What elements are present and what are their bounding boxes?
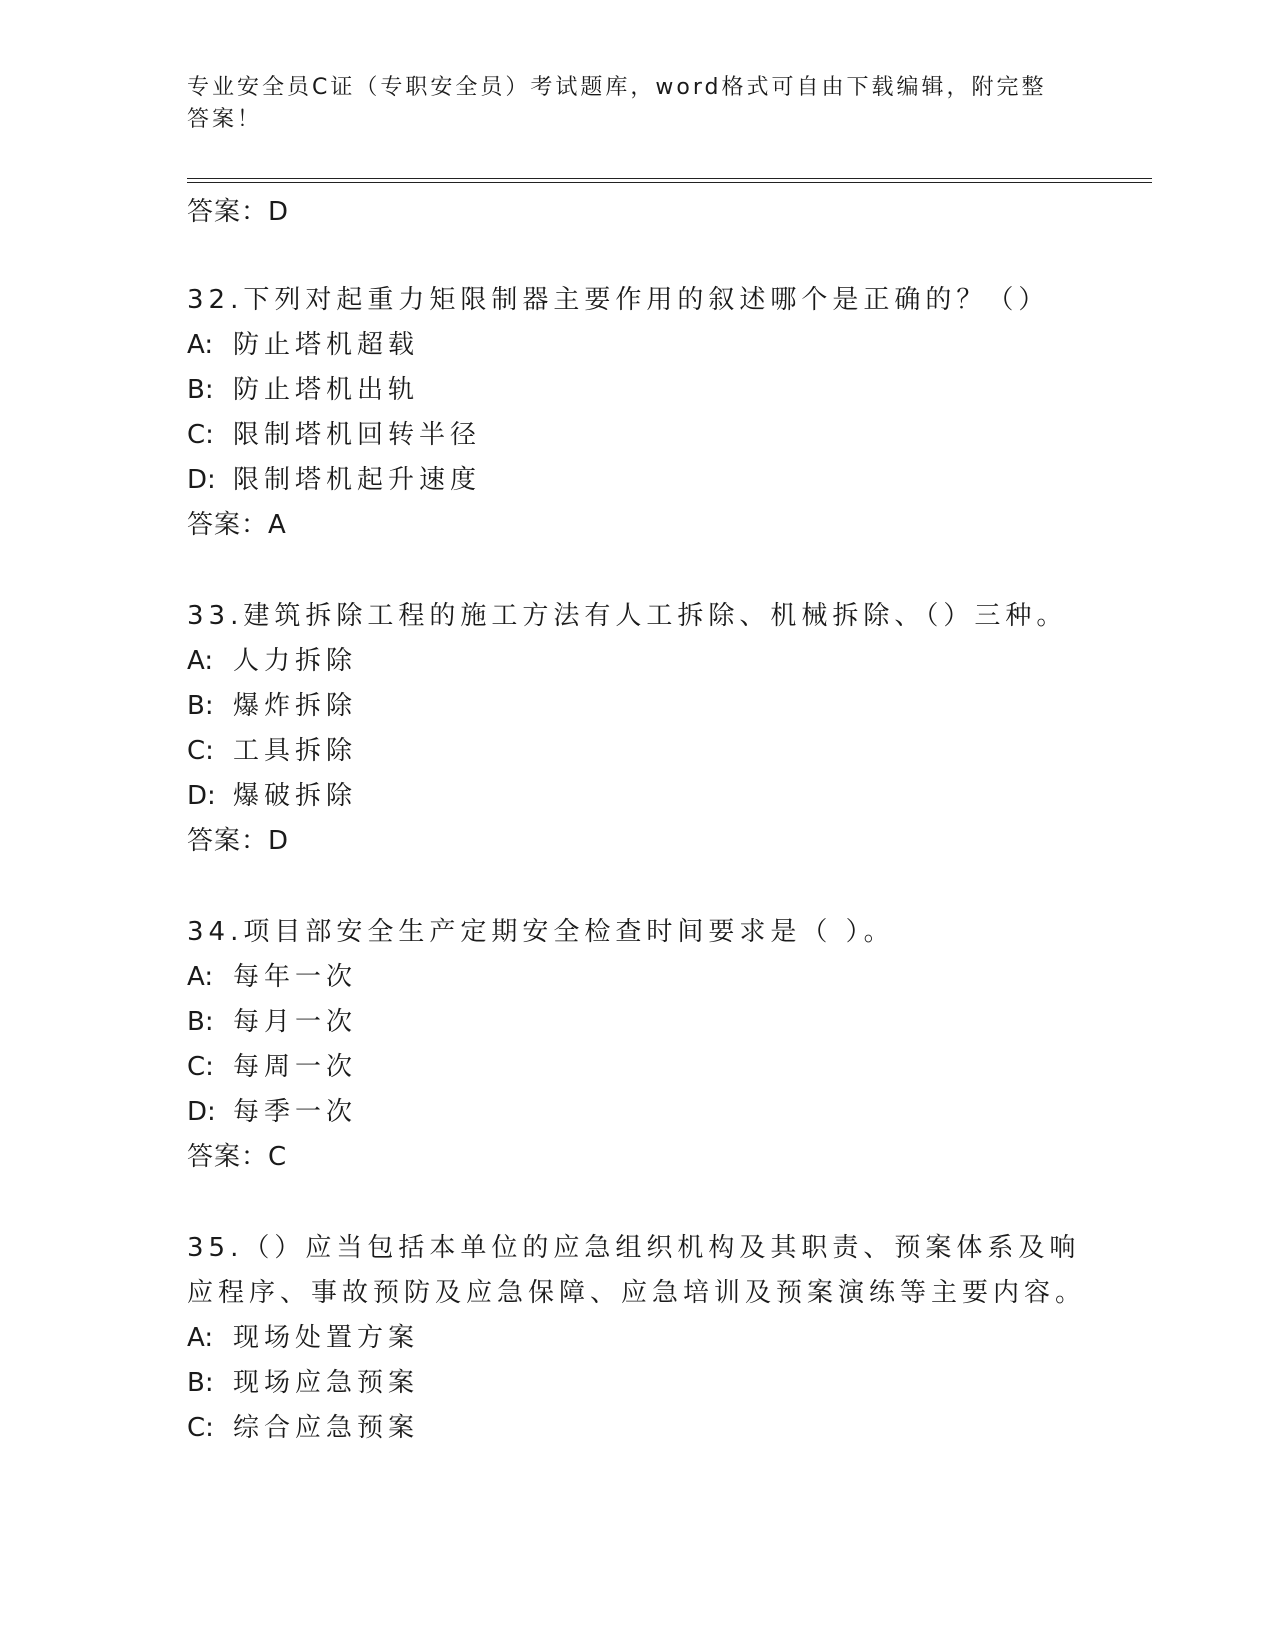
question-text: 34.项目部安全生产定期安全检查时间要求是（ ）。: [187, 917, 895, 947]
question-34: [187, 910, 1087, 1180]
option-c: [187, 1045, 1087, 1090]
option-b: [187, 684, 1087, 729]
option-text: 爆炸拆除: [233, 691, 358, 721]
option-key: A:: [187, 646, 214, 676]
option-d: [187, 774, 1087, 819]
option-text: 防止塔机超载: [233, 330, 420, 360]
option-key: A:: [187, 962, 214, 992]
option-text: 工具拆除: [233, 736, 358, 766]
option-key: B:: [187, 1007, 214, 1037]
option-text: 现场处置方案: [233, 1323, 420, 1353]
option-key: B:: [187, 1368, 214, 1398]
question-35: [187, 1226, 1087, 1451]
option-c: [187, 413, 1087, 458]
option-key: D:: [187, 465, 216, 495]
option-key: A:: [187, 1323, 214, 1353]
option-key: B:: [187, 691, 214, 721]
option-text: 每年一次: [233, 962, 358, 992]
option-text: 每月一次: [233, 1007, 358, 1037]
question-33: [187, 594, 1087, 864]
question-text: 32.下列对起重力矩限制器主要作用的叙述哪个是正确的？（）: [187, 285, 1050, 315]
option-key: D:: [187, 781, 216, 811]
question-text: 33.建筑拆除工程的施工方法有人工拆除、机械拆除、（）三种。: [187, 601, 1068, 631]
question-answer: 答案：A: [187, 510, 287, 540]
option-b: [187, 1000, 1087, 1045]
option-key: C:: [187, 420, 214, 450]
option-key: B:: [187, 375, 214, 405]
question-answer: 答案：D: [187, 826, 290, 856]
question-list: [187, 190, 1087, 1451]
option-c: [187, 1406, 1087, 1451]
option-key: D:: [187, 1097, 216, 1127]
option-text: 现场应急预案: [233, 1368, 420, 1398]
option-key: A:: [187, 330, 214, 360]
option-key: C:: [187, 1052, 214, 1082]
option-text: 每季一次: [233, 1097, 358, 1127]
option-a: [187, 955, 1087, 1000]
question-text: 35.（）应当包括本单位的应急组织机构及其职责、预案体系及响应程序、事故预防及应急保障、应急培训及预案演练等主要内容。: [187, 1233, 1087, 1308]
question-answer: 答案：C: [187, 1142, 288, 1172]
option-text: 限制塔机回转半径: [233, 420, 482, 450]
option-text: 防止塔机出轨: [233, 375, 420, 405]
question-32: [187, 278, 1087, 548]
option-key: C:: [187, 1413, 214, 1443]
option-d: [187, 458, 1087, 503]
option-text: 综合应急预案: [233, 1413, 420, 1443]
header-rule-top: [187, 178, 1152, 179]
option-a: [187, 639, 1087, 684]
option-a: [187, 323, 1087, 368]
option-text: 每周一次: [233, 1052, 358, 1082]
option-a: [187, 1316, 1087, 1361]
option-b: [187, 368, 1087, 413]
option-text: 爆破拆除: [233, 781, 358, 811]
option-key: C:: [187, 736, 214, 766]
option-text: 人力拆除: [233, 646, 358, 676]
option-c: [187, 729, 1087, 774]
page-header: 专业安全员C证（专职安全员）考试题库，word格式可自由下载编辑，附完整答案！: [187, 75, 1047, 132]
previous-answer: 答案：D: [187, 197, 290, 227]
header-rule-bottom: [187, 182, 1152, 183]
option-text: 限制塔机起升速度: [233, 465, 482, 495]
option-b: [187, 1361, 1087, 1406]
option-d: [187, 1090, 1087, 1135]
